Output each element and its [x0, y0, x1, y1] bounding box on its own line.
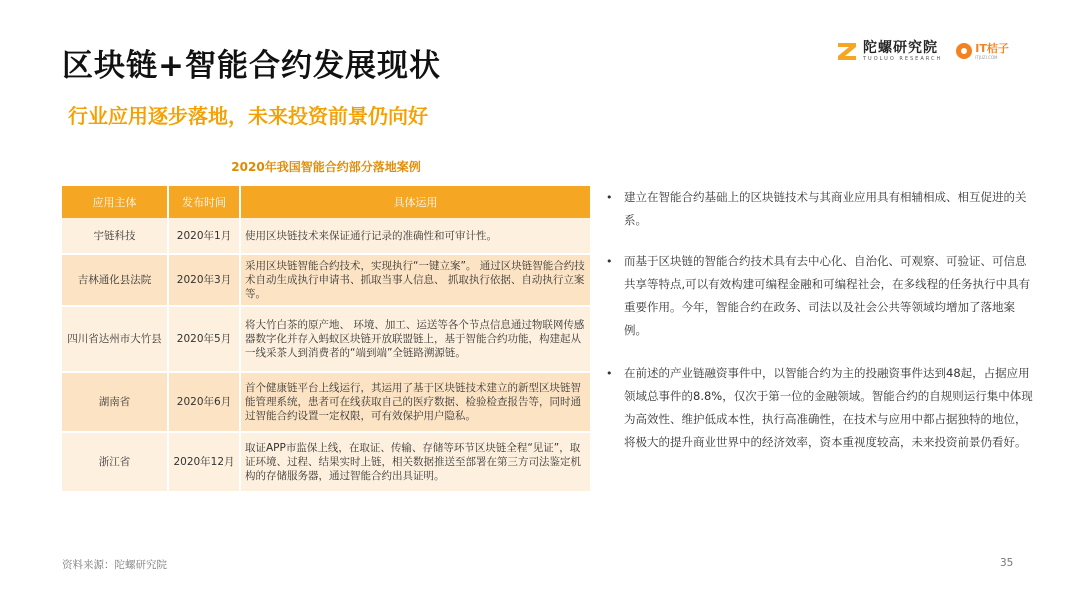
- cell-desc: 将大竹白茶的原产地、 环境、加工、运送等各个节点信息通过物联网传感器数字化并存入蚂蚁区块链开放联盟链上，基于智能合约功能，构建起从一线采茶人到消费者的“端到端”全链路溯源链。: [240, 306, 590, 372]
- tuoluo-logo-icon: [836, 40, 858, 62]
- table-row: [62, 372, 590, 432]
- header-date: 发布时间: [168, 186, 240, 218]
- bullet-text: 在前述的产业链融资事件中，以智能合约为主的投融资事件达到48起，占据应用领域总事件的8.8%，仅次于第一位的金融领域。智能合约的自规则运行集中体现为高效性、维护低成本性，执行高准确性，在技术与应用中都占据独特的地位，将极大的提升商业世界中的经济效率，资本重视度较高，未来投资前景仍看好。: [624, 366, 1033, 449]
- tuoluo-logo-text: 陀螺研究院: [863, 39, 938, 56]
- cell-desc: 采用区块链智能合约技术，实现执行“一键立案”。 通过区块链智能合约技术自动生成执行申请书、抓取当事人信息、 抓取执行依据、自动执行立案等。: [240, 254, 590, 306]
- page-number: 35: [1000, 557, 1014, 569]
- cell-subject: 浙江省: [62, 432, 168, 492]
- table-header-row: [62, 186, 590, 218]
- itjuzi-logo-icon: [956, 43, 972, 59]
- table-row: [62, 218, 590, 254]
- cell-date: 2020年5月: [168, 306, 240, 372]
- table-title: 2020年我国智能合约部分落地案例: [231, 160, 421, 174]
- header-subject: 应用主体: [62, 186, 168, 218]
- itjuzi-logo-subtext: ITJUZI.COM: [975, 54, 998, 60]
- page-subtitle: 行业应用逐步落地，未来投资前景仍向好: [68, 104, 428, 128]
- cell-desc: 取证APP市监保上线，在取证、传输、存储等环节区块链全程“见证”，取证环境、过程、结果实时上链，相关数据推送至部署在第三方司法鉴定机构的存储服务器，通过智能合约出具证明。: [240, 432, 590, 492]
- cell-subject: 吉林通化县法院: [62, 254, 168, 306]
- bullet-item: [606, 250, 1036, 342]
- logo-area: [836, 38, 1009, 64]
- bullet-text: 而基于区块链的智能合约技术具有去中心化、自治化、可观察、可验证、可信息共享等特点,可以有效构建可编程金融和可编程社会，在多线程的任务执行中具有重要作用。今年，智能合约在政务、司法以及社会公共等领域均增加了落地案例。: [624, 254, 1031, 337]
- tuoluo-logo-subtext: TUOLUO RESEARCH: [863, 55, 943, 62]
- cell-date: 2020年12月: [168, 432, 240, 492]
- cell-date: 2020年1月: [168, 218, 240, 254]
- bullet-item: [606, 186, 1036, 232]
- bullet-icon: •: [606, 191, 613, 204]
- cell-subject: 湖南省: [62, 372, 168, 432]
- cell-subject: 四川省达州市大竹县: [62, 306, 168, 372]
- bullet-item: [606, 362, 1036, 454]
- page-title: 区块链+智能合约发展现状: [62, 48, 441, 84]
- cell-date: 2020年6月: [168, 372, 240, 432]
- itjuzi-logo-text: IT桔子: [975, 41, 1009, 55]
- table-row: [62, 254, 590, 306]
- table-row: [62, 306, 590, 372]
- bullet-icon: •: [606, 367, 613, 380]
- source-note: 资料来源：陀螺研究院: [62, 559, 167, 571]
- bullet-icon: •: [606, 255, 613, 268]
- table-row: [62, 432, 590, 492]
- cell-subject: 宇链科技: [62, 218, 168, 254]
- header-desc: 具体运用: [240, 186, 590, 218]
- bullet-text: 建立在智能合约基础上的区块链技术与其商业应用具有相辅相成、相互促进的关系。: [624, 190, 1027, 227]
- cell-date: 2020年3月: [168, 254, 240, 306]
- cell-desc: 首个健康链平台上线运行，其运用了基于区块链技术建立的新型区块链智能管理系统，患者可在线获取自己的医疗数据、检验检查报告等，同时通过智能合约设置一定权限，可有效保护用户隐私。: [240, 372, 590, 432]
- cases-table: [62, 186, 590, 493]
- cell-desc: 使用区块链技术来保证通行记录的准确性和可审计性。: [240, 218, 590, 254]
